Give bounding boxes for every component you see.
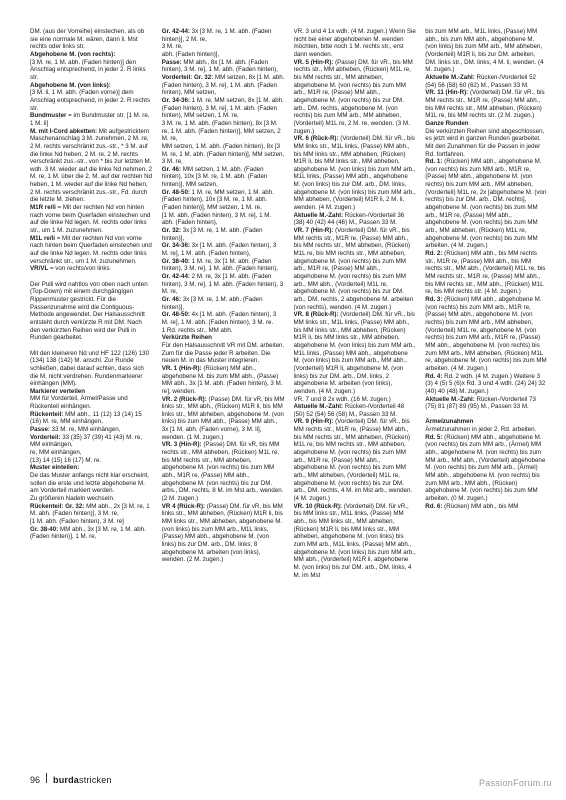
- paragraph-heading: Rückenteil: Gr. 32:: [30, 502, 85, 510]
- paragraph-text: VR. 3 und 4 1x wdh. (4 M. zugen.) Wenn Sie nicht bei einer abgehobenen M. wenden möchten, bitte noch 1 M. rechts str., erst dann wenden.: [293, 28, 416, 58]
- paragraph-text: MM abh., 3x [3 M. re, 1 M. abh. (Faden hinten)], 1 M. re,: [30, 525, 146, 541]
- paragraph-heading: Rückenteil:: [30, 410, 64, 418]
- footer-divider: [46, 773, 47, 783]
- paragraph-text: 1 M. re, 3x [1 M. abh. (Faden hinten), 3 M. re], 1 M. abh. (Faden hinten),: [161, 257, 278, 273]
- paragraph-text: (Rücken) MM abh., abgehobene M. (von rechts) bis zum MM arb., (Ärmel) MM abh., abgehobene M. (von rechts) bis zum MM arb., MM abh., (Vorderteil) abgehobene M. (von rechts) bis zum MM arb., (Ärmel) MM abh., abgehobene M. (von rechts) bis zum MM arb., MM abh., (Rücken) abgehobene M. (von rechts) bis zum MM arbeiten. (0 M. zugen.): [425, 433, 546, 503]
- paragraph: [294, 59, 417, 136]
- paragraph-text: 33 (35) 37 (39) 41 (43) M. re, MM einhängen,: [30, 433, 142, 449]
- paragraph-text: Mit aufgestricktem Maschenanschlag 3 M. zunehmen, 2 M. re, 2 M. rechts verschränkt zus.-str., * 3 M. auf die linke Nd heben, 2 M. re, 2 M. rechts verschränkt zus.-str., von * bis zur letzten M. wdh. 3 M. wieder auf die linke Nd nehmen, 2 M. re, 1 M. über die 2. M. auf der rechten Nd heben, 1 M. wieder auf die linke Nd heben, 2 M. rechts verschränkt zus.-str., Fd. durch die letzte M. ziehen.: [30, 127, 153, 204]
- paragraph-text: 1 M. re, MM setzen, 1 M. abh. (Faden hinten), 10x [3 M. re, 1 M. abh. (Faden hinten)], MM setzen, 1 M. re,: [161, 188, 274, 212]
- paragraph: [162, 441, 285, 502]
- paragraph-text: (Rücken) MM abh., bis MM rechts str., M1R re, (Passe) MM abh., bis MM rechts str., MM abh., (Vorderteil) M1L re, bis MM rechts str., M1R re, (Passe) MM abh., bis MM rechts str., MM abh., (Rücken) M1L re, bis MM rechts str. (4 M. zugen.): [425, 250, 546, 296]
- paragraph: [425, 396, 548, 411]
- paragraph-text: (Passe) DM. für vR, bis MM rechts str., MM abheben, (Rücken) M1L re, bis MM rechts str., MM abheben, abgehobene M. (von rechts) bis zum MM abh., M1R re, (Passe) MM abh., abgehobene M. (von rechts) bis zur DM. arbs., DM. rechts, 8 M. im Mst arb., wenden. (2 M. zugen.): [161, 441, 284, 503]
- paragraph-heading: Gr. 48-50:: [161, 188, 190, 196]
- paragraph-heading: VR. 11 (Hin-R):: [425, 89, 469, 97]
- paragraph-heading: VR. 3 (Hin-R):: [161, 441, 202, 449]
- page-number: 96: [30, 775, 41, 785]
- paragraph-text: 4x [1 M. abh. (Faden hinten), 3 M. re], 1 M. abh. (Faden hinten), 3 M. re.: [161, 311, 277, 326]
- paragraph-text: 3x [1 M. abh. (Faden hinten), 3 M. re], 1 M. abh. (Faden hinten),: [161, 242, 277, 258]
- paragraph-heading: Gr. 42-44:: [161, 273, 190, 280]
- paragraph-text: MM abh., 2x [3 M. re, 1 M. abh. (Faden hinten)], 3 M. re,: [30, 502, 150, 518]
- paragraph-text: (Vorderteil) DM. für vR., bis MM rechts str., M1R re, (Passe) MM abh., bis MM rechts str., MM abheben, (Rücken) M1L re, bis MM rechts str., MM abheben, abgehobene M. (von rechts) bis zum MM arb., M1R re, (Passe) MM abh., abgehobene M. (von rechts) bis zum MM arb., MM abh., (Vorderteil) M1L re, abgehobene M. (von rechts) bis zur DM. arb., DM. rechts, 2 abgehobene M. arbeiten (von rechts), wenden. (4 M. zugen.): [293, 227, 414, 311]
- paragraph: [30, 434, 153, 449]
- paragraph: [162, 396, 285, 442]
- paragraph-heading: VR/VL: [30, 265, 49, 273]
- paragraph: [30, 265, 153, 273]
- paragraph-heading: M1R re/li: [30, 204, 56, 212]
- paragraph-heading: Markierer verteilen: [30, 387, 86, 395]
- column-3: [294, 28, 417, 768]
- paragraph: [162, 74, 285, 97]
- paragraph: [30, 128, 153, 205]
- paragraph-text: (Rücken) MM abh., bis MM: [442, 502, 519, 510]
- column-4: [425, 28, 548, 768]
- paragraph: [30, 89, 153, 112]
- paragraph-text: (Rücken) MM abh., abgehobene M. bis zum MM abh., (Passe) MM abh., 3x [1 M. abh. (Faden hinten), 3 M. re], wenden.: [161, 364, 283, 395]
- paragraph: [30, 204, 153, 235]
- paragraph: [294, 503, 417, 580]
- paragraph-text: Die verkürzten Reihen sind abgeschlossen, es jetzt wird in ganzen Runden gearbeitet. Mit den Zunahmen für die Passen in jeder Rd. fortfahren.: [425, 127, 545, 158]
- paragraph-heading: Rd. 3:: [425, 295, 443, 303]
- paragraph-text: 33 M. re, MM einhängen,: [49, 426, 121, 434]
- paragraph-heading: Vorderteil: Gr. 32:: [161, 73, 214, 81]
- paragraph-heading: Gr. 46:: [161, 165, 182, 173]
- paragraph-text: Rücken-/Vorderteil 52 (54) 56 (58) 60 (62) M., Passen 33 M.: [425, 73, 536, 89]
- paragraph: [30, 281, 153, 342]
- paragraph: [162, 166, 285, 189]
- paragraph: [162, 327, 285, 335]
- paragraph-text: 1 Rd. rechts str., MM abh.: [161, 326, 233, 334]
- paragraph-heading: Aktuelle M.-Zahl:: [425, 395, 475, 403]
- paragraph-heading: VR. 5 (Hin-R):: [293, 58, 334, 66]
- paragraph-heading: Gr. 32:: [161, 227, 182, 235]
- paragraph-text: 3x [3 M. re, 1 M. abh. (Faden hinten)], 2 M. re,: [161, 28, 272, 43]
- paragraph-text: (Vorderteil) DM. für vR., bis MM links str., M1L links, (Passe) MM abh., bis MM links str., MM abheben, (Rücken) M1R li, bis MM links str., MM abheben, abgehobene M. (von links) bis zum MM arb., M1L links, (Passe) MM abh., abgehobene M. (von links) bis zur DM. arb., DM. links, abgehobene M. (von links) bis zum MM arb., MM abheben, (Vorderteil) M1R li, 2 M. li, wenden. (4 M. zugen.): [293, 135, 416, 212]
- paragraph-text: DM. (aus der Vorreihe) einstechen, als ob sie eine normale M. wären, dann li. Mst rechts oder links str.: [30, 28, 145, 51]
- paragraph: [162, 227, 285, 242]
- paragraph-heading: Passe:: [161, 58, 182, 66]
- paragraph-text: 3 M. re, 1 M. abh. (Faden hinten), 8x [3 M. re, 1 M. abh. (Faden hinten)], MM setzen, 2 M. re,: [161, 119, 281, 143]
- paragraph-text: MM setzen, 1 M. abh. (Faden hinten), 10x [3 M. re, 1 M. abh. (Faden hinten)], MM setzen,: [161, 165, 268, 189]
- paragraph-heading: Gr. 38-40:: [30, 525, 59, 533]
- paragraph: [294, 135, 417, 212]
- paragraph-text: Rücken-/Vorderteil 48 (50) 52 (54) 56 (58) M., Passen 33 M.: [293, 403, 405, 418]
- paragraph: [162, 296, 285, 311]
- paragraph: [30, 411, 153, 426]
- paragraph: [425, 434, 548, 503]
- page-footer: [30, 773, 112, 785]
- paragraph-text: = im Bundmuster str. [1 M. re, 1 M. li]: [30, 112, 150, 127]
- paragraph-heading: Rd. 2:: [425, 250, 443, 258]
- paragraph: [294, 396, 417, 404]
- paragraph-text: Rücken-/Vorderteil 73 (75) 81 (87) 89 (95) M., Passen 33 M.: [425, 395, 536, 411]
- paragraph-heading: Abgehobene M. (von rechts):: [30, 50, 116, 58]
- column-2: [162, 28, 285, 768]
- paragraph-text: = von rechts/von links: [48, 265, 110, 273]
- paragraph: [30, 495, 153, 503]
- paragraph: [30, 449, 153, 457]
- paragraph: [294, 212, 417, 227]
- paragraph: [162, 342, 285, 365]
- paragraph-heading: Rd. 5:: [425, 433, 443, 441]
- paragraph-text: 3 M. re,: [161, 43, 183, 51]
- paragraph: [162, 503, 285, 564]
- paragraph-heading: Gr. 48-50:: [161, 311, 190, 319]
- paragraph: [30, 426, 153, 434]
- paragraph: [30, 518, 153, 526]
- paragraph: [30, 112, 153, 127]
- paragraph: [162, 28, 285, 43]
- paragraph-heading: Passe:: [30, 426, 50, 434]
- paragraph: [425, 373, 548, 396]
- paragraph-text: (Vorderteil) DM. für vR., bis MM rechts str., M1R re, (Passe) MM abh., bis MM rechts str., MM abheben, (Rücken) M1L re, bis MM rechts str., MM abheben, abgehobene M. (von rechts) bis zum MM arb., M1R re, (Passe) MM abh., abgehobene M. (von rechts) bis zum MM arb., MM abheben, (Vorderteil) M1L re, abgehobene M. (von rechts) bis zur DM. arb., DM. rechts, 4 M. im Mst arb., wenden. (4 M. zugen.): [293, 418, 413, 503]
- paragraph-text: [1 M. abh. (Faden hinten), 3 M. re], 1 M. abh. (Faden hinten),: [161, 211, 272, 227]
- paragraph: [425, 418, 548, 426]
- paragraph-text: (Vorderteil) DM. für vR., bis MM rechts str., M1R re, (Passe) MM abh., bis MM rechts str., MM abheben, (Rücken) M1L re, bis MM rechts str. (2 M. zugen.): [425, 89, 545, 120]
- paragraph: [425, 74, 548, 89]
- paragraph-text: bis zum MM arb., M1L links, (Passe) MM abh., bis zum MM abh., abgehobene M. (von links) bis zum MM arb., MM abheben, (Vorderteil) M1R li, bis zur DM. arbeiten, DM. links str., DM. links, 4 M. li, wenden. (4 M. zugen.): [425, 28, 544, 74]
- brand-bold: burda: [53, 775, 80, 785]
- paragraph-text: = Mit der rechten Nd von hinten nach vorne beim Querfaden einstechen und auf die linke Nd legen. M. rechts oder links str., um 1 M. zuzunehmen.: [30, 204, 151, 235]
- paragraph: [425, 296, 548, 373]
- paragraph-heading: VR. 6 (Rück-R):: [293, 135, 339, 143]
- paragraph-text: re, MM einhängen,: [30, 449, 82, 457]
- paragraph: [294, 28, 417, 59]
- paragraph: [30, 457, 153, 465]
- paragraph-text: VR. 7 und 8 2x wdh. (16 M. zugen.): [293, 395, 391, 403]
- paragraph-text: Der Pulli wird nahtlos von oben nach unten (Top-Down) mit einem durchgängigen Rippenmuster gestrickt. Für die Passenzunahme wird die Contiguous-Methode angewendet. Der Halsausschnitt entsteht durch verkürzte R mit DM. Nach den verkürzten Reihen wird der Pulli in Runden gearbeitet.: [30, 280, 148, 342]
- paragraph: [162, 97, 285, 120]
- paragraph-text: Rd. 2 wdh. (4 M. zugen.) Weitere 3 (3) 4 (5) 5 (6)x Rd. 3 und 4 wdh. (24) 24) 32 (40) 40 (48) M. zugen.): [425, 372, 546, 395]
- paragraph-heading: VR 4 (Rück-R):: [161, 502, 206, 510]
- brand-light: stricken: [79, 775, 112, 785]
- magazine-brand: [53, 775, 112, 785]
- paragraph: [30, 472, 153, 495]
- paragraph-heading: Gr. 34-36:: [161, 96, 190, 104]
- paragraph-heading: Gr. 46:: [161, 295, 182, 303]
- paragraph-heading: Gr. 34-36:: [161, 242, 190, 250]
- paragraph-text: MM setzen, 1 M. abh. (Faden hinten), 8x [3 M. re, 1 M. abh. (Faden hinten)], MM setzen, 3 M. re,: [161, 142, 285, 166]
- paragraph-text: (Passe) DM. für vR, bis MM links str., MM abh., (Rücken) M1R li, bis MM links str., MM abheben, abgehobene M. (von links) bis zum MM abh., (Passe) MM abh., 3x [1 M. abh. (Faden vorne), 3 M. li], wenden. (1 M. zugen.): [161, 395, 285, 441]
- paragraph-heading: VR. 2 (Rück-R):: [161, 395, 207, 403]
- paragraph-text: De das Muster anfangs nicht klar erscheint, sollen die erste und letzte abgehobene M. am Vorderteil markiert werden.: [30, 472, 149, 495]
- paragraph: [30, 388, 153, 396]
- paragraph-heading: Muster einteilen:: [30, 464, 80, 472]
- paragraph-text: (Vorderteil) DM. für vR., bis MM links str., M1L links, (Passe) MM abh., bis MM links str., MM abheben, (Rücken) M1R li, bis MM links str., MM abheben, abgehobene M. (von links) bis zum MM arb., M1L links, (Passe) MM abh., abgehobene M. (von links) bis zum MM arb., MM abh., (Vorderteil) M1R li, abgehobene M. (von links) bis zur DM. arb., DM. links, 2 abgehobene M. arbeiten (von links), wenden. (4 M. zugen.): [293, 311, 416, 395]
- paragraph-heading: M. mit I-Cord abketten:: [30, 127, 98, 135]
- paragraph: [30, 395, 153, 410]
- paragraph: [162, 120, 285, 143]
- paragraph-text: Zu größeren Nadeln wechseln.: [30, 495, 115, 502]
- paragraph-heading: VR. 1 (Hin-R):: [161, 364, 202, 372]
- paragraph: [30, 82, 153, 90]
- paragraph: [294, 311, 417, 395]
- paragraph-heading: Rd. 1:: [425, 158, 443, 166]
- paragraph-text: (Passe) DM. für vR., bis MM rechts str., MM abheben, (Rücken) M1L re, bis MM rechts str., MM abheben, abgehobene M. (von rechts) bis zum MM arb., M1R re, (Passe) MM abh., abgehobene M. (von rechts) bis zur DM. arb., DM. rechts, abgehobene M. (von rechts) bis zum MM arb., MM abheben, (Vorderteil) M1L re, 2 M. re, wenden. (3 M. zugen.): [293, 58, 413, 135]
- paragraph-heading: VR. 10 (Rück-R):: [293, 502, 342, 510]
- paragraph: [162, 334, 285, 342]
- paragraph-heading: VR. 8 (Rück-R):: [293, 311, 339, 319]
- paragraph-text: [3 M. li, 1 M. abh. (Faden vorne)] dem Anschlag entsprechend, in jeder 2. R rechts str.: [30, 89, 151, 112]
- paragraph: [162, 189, 285, 212]
- paragraph: [30, 464, 153, 472]
- paragraph-text: Mit den kleineren Nd und HF 122 (126) 130 (134) 138 (142) M. anschl. Zur Runde schließen, dabei darauf achten, dass sich die M. nicht verdrehen. Rundenmarkierer einhängen (MM).: [30, 349, 150, 388]
- paragraph-text: [1 M. abh. (Faden hinten), 3 M. re]: [30, 517, 124, 525]
- paragraph-text: Ärmelzunahmen in jeder 2. Rd. arbeiten.: [425, 426, 537, 434]
- paragraph-heading: Aktuelle M.-Zahl:: [293, 403, 344, 411]
- paragraph-text: 3x [3 M. re, 1 M. abh. (Faden hinten)],: [161, 295, 263, 311]
- paragraph: [425, 28, 548, 74]
- paragraph-text: (Vorderteil) DM. für vR., bis MM links str., M1L links, (Passe) MM abh., bis MM links str., MM abheben, (Rücken) M1R li, bis MM links str., MM abheben, abgehobene M. (von links) bis zum MM arb., M1L links, (Passe) MM abh., abgehobene M. (von links) bis zum MM arb., MM abh., (Vorderteil) M1R li, abgehobene M. (von links) bis zur DM. arb., DM. links, 4 M. im Mst: [293, 502, 416, 579]
- paragraph: [162, 242, 285, 257]
- paragraph: [294, 418, 417, 502]
- paragraph-heading: Gr. 42-44:: [161, 28, 190, 35]
- paragraph: [162, 212, 285, 227]
- paragraph: [30, 51, 153, 59]
- paragraph: [30, 235, 153, 266]
- paragraph-text: = Mit der rechten Nd von vorne nach hinten beim Querfaden einstechen und auf die linke Nd legen. M. rechts oder links verschränkt str., um 1 M. zuzunehmen.: [30, 234, 152, 265]
- paragraph: [425, 426, 548, 434]
- paragraph: [162, 258, 285, 273]
- paragraph-heading: Aktuelle M.-Zahl:: [293, 211, 344, 219]
- paragraph-text: 1 M. re, MM setzen, 8x [1 M. abh. (Faden hinten), 3 M. re], 1 M. abh. (Faden hinten), MM setzen, 1 M. re,: [161, 96, 284, 120]
- paragraph: [425, 120, 548, 128]
- paragraph: [162, 43, 285, 51]
- paragraph-heading: Ärmelzunahmen: [425, 418, 474, 426]
- paragraph: [294, 227, 417, 311]
- paragraph: [425, 158, 548, 250]
- paragraph-heading: Ganze Runden: [425, 119, 469, 127]
- paragraph: [425, 128, 548, 159]
- paragraph: [425, 89, 548, 120]
- paragraph-text: MM setzen, 8x [1 M. abh. (Faden hinten), 3 M. re], 1 M. abh. (Faden hinten), MM setzen,: [161, 73, 285, 97]
- paragraph: [162, 311, 285, 326]
- paragraph-heading: Vorderteil:: [30, 433, 61, 441]
- paragraph-heading: M1L re/li: [30, 234, 55, 242]
- paragraph-heading: Gr. 38-40:: [161, 257, 190, 265]
- watermark: PassionForum.ru: [478, 778, 552, 788]
- paragraph: [30, 28, 153, 51]
- paragraph-text: [3 M. re, 1 M. abh. (Faden hinten)] den Anschlag entsprechend, in jeder 2. R links str.: [30, 58, 146, 81]
- paragraph-text: MM abh., 8x [1 M. abh. (Faden hinten), 3 M. re], 1 M. abh. (Faden hinten),: [161, 58, 278, 74]
- paragraph: [162, 365, 285, 396]
- paragraph: [30, 526, 153, 541]
- paragraph-text: (Rücken) MM abh., abgehobene M. (von rechts) bis zum MM arb., M1R re, (Passe) MM abh., abgehobene M. (von rechts) bis zum MM arb., MM abheben, (Vorderteil) M1L re, abgehobene M. (von rechts) bis zum MM arb., M1R re, (Passe) MM abh., abgehobene M. (von rechts) bis zum MM arb., MM abheben, (Rücken) M1L re, abgehobene M. (von rechts) bis zum MM arbeiten. (4 M. zugen.): [425, 295, 547, 372]
- paragraph-heading: Rd. 6:: [425, 502, 443, 510]
- text-columns: [30, 28, 548, 768]
- paragraph-text: MM abh., 11 (12) 13 (14) 15 (16) M. re, MM einhängen,: [30, 410, 142, 426]
- paragraph-heading: Aktuelle M.-Zahl:: [425, 73, 475, 81]
- paragraph-heading: Rd. 4:: [425, 372, 443, 380]
- paragraph-text: Rücken-/Vorderteil 36 (38) 40 (42) 44 (46) M., Passen 33 M.: [293, 211, 405, 227]
- paragraph: [162, 273, 285, 296]
- paragraph-heading: Verkürzte Reihen: [161, 334, 212, 342]
- paragraph: [162, 59, 285, 74]
- paragraph: [162, 143, 285, 166]
- paragraph-text: (13) 14 (15) 16 (17) M. re.: [30, 456, 102, 464]
- paragraph: [294, 403, 417, 418]
- paragraph: [30, 350, 153, 388]
- paragraph-text: Für den Halsausschnitt VR mit DM. arbeiten. Zum für die Passe jeder R arbeiten. Die neuen M. in das Muster integrieren.: [161, 341, 285, 365]
- paragraph-text: (Rücken) MM abh., abgehobene M. (von rechts) bis zum MM arb., M1R re, (Passe) MM abh., abgehobene M. (von rechts) bis zum MM arb., MM abheben, (Vorderteil) M1L re, 2x [abgehobene M. (von rechts) bis zur DM. arb., DM. rechts], abgehobene M. (von rechts) bis zum MM arb., M1R re, (Passe) MM abh., abgehobene M. (von rechts) bis zum MM arb., MM abheben, (Rücken) M1L re, abgehobene M. (von rechts) bis zum MM arbeiten. (4 M. zugen.): [425, 158, 547, 250]
- column-1: [30, 28, 153, 768]
- paragraph-text: 2 M. re, 3x [1 M. abh. (Faden hinten), 3 M. re], 1 M. abh. (Faden hinten), 3 M. re,: [161, 273, 284, 296]
- paragraph: [425, 503, 548, 511]
- paragraph-text: (Passe) DM. für vR, bis MM links str., MM abheben, (Rücken) M1R li, bis MM links str., MM abheben, abgehobene M. (von links) bis zum MM arb., M1L links, (Passe) MM abh., abgehobene M. (von links) bis zur DM. arb., DM. links, 8 abgehobene M. arbeiten (von links), wenden. (2 M. zugen.): [161, 502, 283, 564]
- paragraph-text: 3x [3 M. re, 1 M. abh. (Faden hinten)],: [161, 227, 263, 242]
- paragraph-text: abh. (Faden hinten)],: [161, 50, 220, 58]
- paragraph: [425, 250, 548, 296]
- paragraph-heading: VR. 9 (Hin-R):: [293, 418, 334, 426]
- paragraph-heading: VR. 7 (Hin-R):: [293, 227, 334, 235]
- paragraph: [30, 59, 153, 82]
- paragraph-text: MM für Vorderteil, Ärmel/Passe und Rückenteil einhängen.: [30, 395, 128, 411]
- paragraph: [162, 51, 285, 59]
- paragraph-heading: Bundmuster: [30, 112, 67, 120]
- paragraph-heading: Abgehobene M. (von links):: [30, 81, 111, 89]
- paragraph: [30, 503, 153, 518]
